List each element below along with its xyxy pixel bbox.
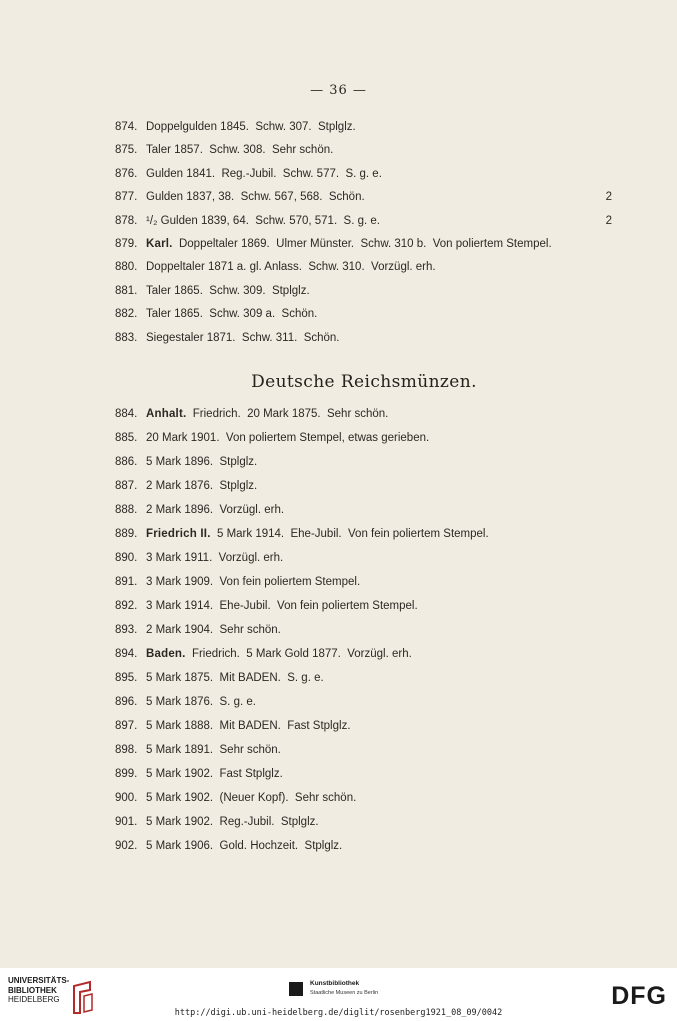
section-heading: Deutsche Reichsmünzen.	[251, 372, 477, 392]
entry-lead: Baden.	[146, 648, 186, 660]
entry-text: 5 Mark 1875. Mit BADEN. S. g. e.	[146, 672, 324, 684]
entry-text: 5 Mark 1876. S. g. e.	[146, 696, 256, 708]
catalog-entry	[115, 261, 620, 281]
catalog-entry	[115, 432, 620, 452]
catalog-entry	[115, 191, 620, 211]
catalog-entry	[115, 816, 620, 836]
entry-text: 5 Mark 1906. Gold. Hochzeit. Stplglz.	[146, 840, 343, 852]
entry-number: 875.	[115, 144, 138, 157]
catalog-entry	[115, 576, 620, 596]
entry-number: 893.	[115, 624, 138, 636]
entry-text: 5 Mark 1914. Ehe-Jubil. Von fein poliertem Stempel.	[216, 528, 489, 540]
kunstbibliothek-subtitle: Staatliche Museen zu Berlin	[310, 990, 379, 996]
catalog-entry	[115, 215, 620, 235]
entry-lead: Friedrich II.	[146, 528, 211, 540]
catalog-entry	[115, 552, 620, 572]
entry-lead: Karl.	[146, 238, 173, 250]
entry-text: 3 Mark 1911. Vorzügl. erh.	[146, 552, 284, 564]
catalog-entry	[115, 648, 620, 668]
entry-text: 2 Mark 1876. Stplglz.	[146, 480, 258, 492]
catalog-entry	[115, 238, 620, 258]
entry-text: 5 Mark 1902. Reg.-Jubil. Stplglz.	[146, 816, 319, 828]
entry-text: 5 Mark 1888. Mit BADEN. Fast Stplglz.	[146, 720, 351, 732]
catalog-entry	[115, 528, 620, 548]
dfg-logo[interactable]: DFG	[611, 982, 667, 1010]
entry-text: 3 Mark 1909. Von fein poliertem Stempel.	[146, 576, 361, 588]
entry-text: Siegestaler 1871. Schw. 311. Schön.	[146, 331, 340, 344]
catalog-entry	[115, 144, 620, 164]
catalog-entry	[115, 672, 620, 692]
catalog-entry	[115, 504, 620, 524]
entry-text: Taler 1857. Schw. 308. Sehr schön.	[146, 144, 334, 157]
entry-price: 2	[605, 214, 612, 227]
catalog-entry	[115, 456, 620, 476]
entry-number: 874.	[115, 121, 138, 133]
entry-price: 2	[605, 191, 612, 204]
entry-number: 901.	[115, 816, 138, 828]
catalog-entry	[115, 168, 620, 188]
entry-text: Taler 1865. Schw. 309 a. Schön.	[146, 308, 318, 321]
entry-number: 881.	[115, 284, 138, 297]
kunstbibliothek-mark-icon	[289, 982, 303, 996]
entry-text: ¹/₂ Gulden 1839, 64. Schw. 570, 571. S. g. e.	[146, 214, 380, 227]
footer-bar	[0, 968, 677, 1021]
entry-number: 884.	[115, 408, 138, 420]
entry-number: 877.	[115, 191, 138, 204]
entry-number: 890.	[115, 552, 138, 564]
entry-text: 5 Mark 1902. Fast Stplglz.	[146, 768, 283, 780]
entry-text: 5 Mark 1902. (Neuer Kopf). Sehr schön.	[146, 792, 357, 804]
entry-text: 3 Mark 1914. Ehe-Jubil. Von fein poliertem Stempel.	[146, 600, 418, 612]
entry-number: 902.	[115, 840, 138, 852]
entry-number: 898.	[115, 744, 138, 756]
catalog-entry	[115, 408, 620, 428]
entry-text: Gulden 1837, 38. Schw. 567, 568. Schön.	[146, 191, 365, 204]
entry-text: Doppeltaler 1869. Ulmer Münster. Schw. 310 b. Von poliertem Stempel.	[178, 238, 552, 250]
entry-number: 879.	[115, 238, 138, 250]
catalog-entry	[115, 480, 620, 500]
entry-number: 895.	[115, 672, 138, 684]
source-url[interactable]: http://digi.ub.uni-heidelberg.de/diglit/rosenberg1921_08_09/0042	[174, 1008, 503, 1018]
entry-text: 5 Mark 1891. Sehr schön.	[146, 744, 281, 756]
entry-number: 887.	[115, 480, 138, 492]
entry-text: 5 Mark 1896. Stplglz.	[146, 456, 258, 468]
entry-text: Friedrich. 20 Mark 1875. Sehr schön.	[192, 408, 389, 420]
kunstbibliothek-title: Kunstbibliothek	[310, 980, 360, 987]
catalog-entry	[115, 696, 620, 716]
entry-text: 2 Mark 1904. Sehr schön.	[146, 624, 281, 636]
entry-number: 880.	[115, 261, 138, 274]
entry-text: Taler 1865. Schw. 309. Stplglz.	[146, 284, 310, 297]
university-library-name: UNIVERSITÄTS- BIBLIOTHEK HEIDELBERG	[8, 976, 70, 1004]
catalog-entry	[115, 744, 620, 764]
entry-number: 888.	[115, 504, 138, 516]
entry-number: 894.	[115, 648, 138, 660]
catalog-entry	[115, 624, 620, 644]
entry-number: 896.	[115, 696, 138, 708]
entry-text: Doppeltaler 1871 a. gl. Anlass. Schw. 310. Vorzügl. erh.	[146, 261, 436, 274]
entry-number: 900.	[115, 792, 138, 804]
entry-lead: Anhalt.	[146, 408, 187, 420]
entry-number: 897.	[115, 720, 138, 732]
catalog-entry	[115, 840, 620, 860]
entry-number: 882.	[115, 308, 138, 321]
entry-text: 20 Mark 1901. Von poliertem Stempel, etwas gerieben.	[146, 432, 430, 444]
entry-text: Doppelgulden 1845. Schw. 307. Stplglz.	[146, 121, 356, 133]
entry-text: Gulden 1841. Reg.-Jubil. Schw. 577. S. g. e.	[146, 167, 382, 180]
entry-number: 886.	[115, 456, 138, 468]
entry-number: 899.	[115, 768, 138, 780]
kunstbibliothek-logo[interactable]	[289, 978, 399, 1006]
entry-number: 892.	[115, 600, 138, 612]
catalog-entry	[115, 308, 620, 328]
catalog-entry	[115, 768, 620, 788]
entry-number: 885.	[115, 432, 138, 444]
catalog-entry	[115, 285, 620, 305]
catalog-entry	[115, 600, 620, 620]
catalog-entry	[115, 720, 620, 740]
page-number: — 36 —	[310, 83, 367, 98]
catalog-entry	[115, 121, 620, 141]
entry-number: 889.	[115, 528, 138, 540]
entry-number: 878.	[115, 214, 138, 227]
entry-text: Friedrich. 5 Mark Gold 1877. Vorzügl. erh.	[191, 648, 412, 660]
catalog-entry	[115, 332, 620, 352]
entry-number: 876.	[115, 167, 138, 180]
catalog-entry	[115, 792, 620, 812]
entry-text: 2 Mark 1896. Vorzügl. erh.	[146, 504, 285, 516]
entry-number: 891.	[115, 576, 138, 588]
entry-number: 883.	[115, 331, 138, 344]
